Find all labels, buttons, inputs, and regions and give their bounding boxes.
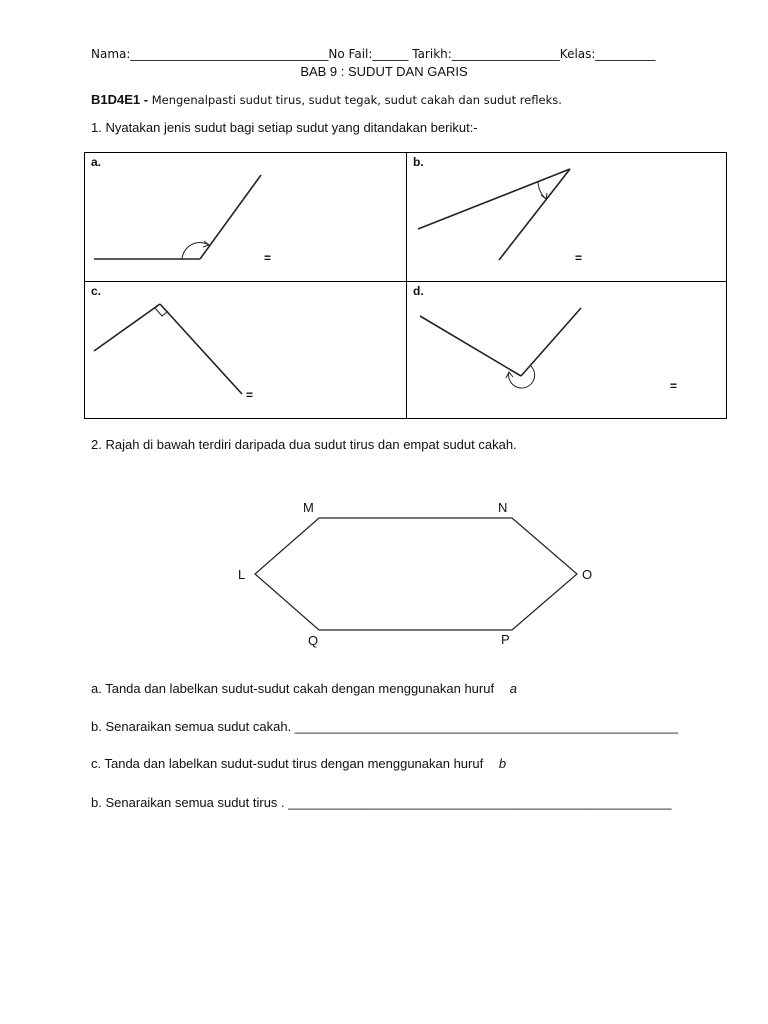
vertex-label-m: M — [303, 500, 314, 515]
answer-equals: = — [264, 251, 272, 265]
answer-equals: = — [670, 379, 678, 393]
cell-label: b. — [413, 155, 424, 169]
vertex-label-q: Q — [308, 633, 319, 648]
cell-label: c. — [91, 284, 102, 298]
part-c-text: c. Tanda dan labelkan sudut-sudut tirus dengan menggunakan huruf — [91, 756, 484, 771]
vertex-label-o: O — [582, 567, 593, 582]
standard-code: B1D4E1 - — [91, 92, 149, 107]
vertex-label-p: P — [501, 632, 510, 647]
answer-equals: = — [575, 251, 583, 265]
part-c-letter: b — [498, 756, 507, 771]
question-1-text: 1. Nyatakan jenis sudut bagi setiap sudut yang ditandakan berikut:- — [91, 120, 478, 135]
part-a-text: a. Tanda dan labelkan sudut-sudut cakah dengan menggunakan huruf — [91, 681, 495, 696]
question-2a — [91, 681, 517, 696]
vertex-label-l: L — [238, 567, 246, 582]
question-2d: b. Senaraikan semua sudut tirus . _____________________________________________________ — [91, 795, 672, 810]
question-2b: b. Senaraikan semua sudut cakah. _____________________________________________________ — [91, 719, 678, 734]
student-info-line: Nama:_________________________________No Fail:______ Tarikh:__________________Kelas:__________ — [91, 47, 656, 61]
part-a-letter: a — [509, 681, 517, 696]
vertex-label-n: N — [498, 500, 508, 515]
cell-label: d. — [413, 284, 424, 298]
answer-equals: = — [246, 388, 254, 402]
question-2-text: 2. Rajah di bawah terdiri daripada dua sudut tirus dan empat sudut cakah. — [91, 437, 517, 452]
cell-label: a. — [91, 155, 102, 169]
page-title: BAB 9 : SUDUT DAN GARIS — [300, 64, 468, 79]
standard-description: Mengenalpasti sudut tirus, sudut tegak, sudut cakah dan sudut refleks. — [151, 93, 562, 107]
question-2c — [91, 756, 506, 771]
